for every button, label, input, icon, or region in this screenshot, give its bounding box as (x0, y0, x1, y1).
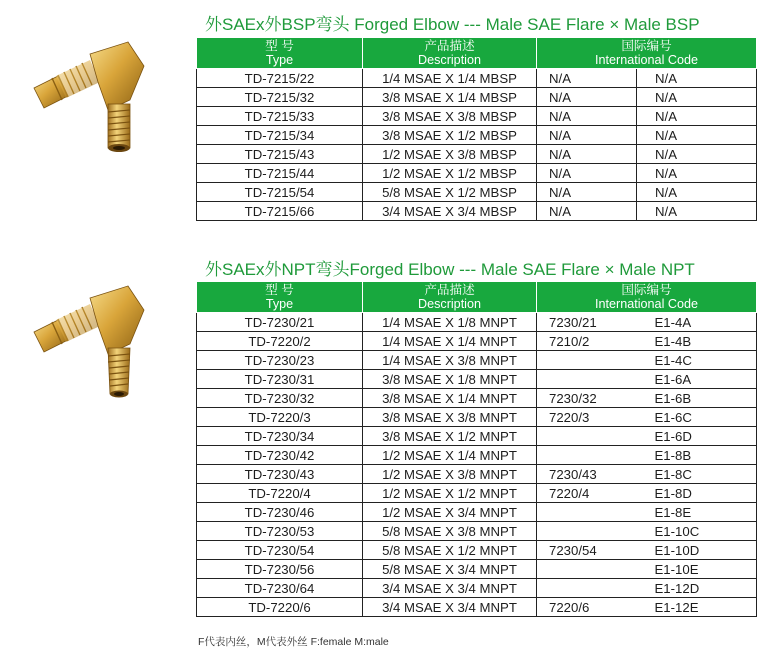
cell-type: TD-7220/6 (197, 598, 363, 617)
cell-type: TD-7230/43 (197, 465, 363, 484)
cell-code-2: E1-4A (637, 313, 757, 332)
cell-type: TD-7215/22 (197, 69, 363, 88)
header-international-code: 国际编号 International Code (537, 38, 757, 69)
cell-type: TD-7230/64 (197, 579, 363, 598)
table-row (197, 313, 757, 332)
table-row (197, 465, 757, 484)
cell-code-1: N/A (537, 126, 637, 145)
table-row (197, 88, 757, 107)
cell-description: 3/4 MSAE X 3/4 MNPT (363, 598, 537, 617)
cell-code-2: E1-6C (637, 408, 757, 427)
cell-code-2: E1-12D (637, 579, 757, 598)
cell-code-2: E1-6B (637, 389, 757, 408)
cell-code-2: N/A (637, 107, 757, 126)
cell-code-2: N/A (637, 202, 757, 221)
cell-type: TD-7220/4 (197, 484, 363, 503)
spec-table-bsp (196, 37, 757, 221)
table-row (197, 183, 757, 202)
cell-description: 3/8 MSAE X 1/4 MBSP (363, 88, 537, 107)
table-row (197, 484, 757, 503)
cell-code-2: N/A (637, 145, 757, 164)
cell-description: 3/8 MSAE X 1/2 MNPT (363, 427, 537, 446)
cell-description: 5/8 MSAE X 1/2 MBSP (363, 183, 537, 202)
table-row (197, 370, 757, 389)
cell-type: TD-7230/34 (197, 427, 363, 446)
cell-type: TD-7230/53 (197, 522, 363, 541)
cell-code-1: 7210/2 (537, 332, 637, 351)
cell-code-1: N/A (537, 202, 637, 221)
cell-type: TD-7215/54 (197, 183, 363, 202)
cell-code-2: N/A (637, 88, 757, 107)
cell-code-1: 7230/54 (537, 541, 637, 560)
section-title-bsp: 外SAEx外BSP弯头 Forged Elbow --- Male SAE Flare × Male BSP (205, 15, 700, 34)
cell-type: TD-7230/21 (197, 313, 363, 332)
cell-code-1: 7220/4 (537, 484, 637, 503)
cell-description: 3/8 MSAE X 1/2 MBSP (363, 126, 537, 145)
table-row (197, 389, 757, 408)
cell-code-2: E1-8C (637, 465, 757, 484)
table-row (197, 522, 757, 541)
cell-code-2: E1-8E (637, 503, 757, 522)
cell-code-2: E1-10D (637, 541, 757, 560)
cell-description: 3/8 MSAE X 1/8 MNPT (363, 370, 537, 389)
cell-code-1 (537, 579, 637, 598)
cell-description: 1/2 MSAE X 3/8 MNPT (363, 465, 537, 484)
cell-description: 1/2 MSAE X 1/4 MNPT (363, 446, 537, 465)
cell-code-1: 7220/3 (537, 408, 637, 427)
cell-description: 1/2 MSAE X 1/2 MBSP (363, 164, 537, 183)
spec-table-npt (196, 281, 757, 617)
cell-type: TD-7215/33 (197, 107, 363, 126)
cell-code-2: E1-4B (637, 332, 757, 351)
cell-code-1: N/A (537, 145, 637, 164)
header-type: 型 号 Type (197, 38, 363, 69)
cell-type: TD-7230/54 (197, 541, 363, 560)
cell-description: 1/4 MSAE X 1/8 MNPT (363, 313, 537, 332)
cell-description: 1/2 MSAE X 3/8 MBSP (363, 145, 537, 164)
table-header (197, 282, 757, 313)
cell-code-2: N/A (637, 164, 757, 183)
cell-code-1 (537, 503, 637, 522)
section-title-npt: 外SAEx外NPT弯头Forged Elbow --- Male SAE Flare × Male NPT (205, 260, 695, 279)
cell-description: 5/8 MSAE X 1/2 MNPT (363, 541, 537, 560)
cell-code-1 (537, 370, 637, 389)
cell-description: 1/2 MSAE X 3/4 MNPT (363, 503, 537, 522)
table-row (197, 408, 757, 427)
cell-code-2: E1-12E (637, 598, 757, 617)
cell-description: 3/8 MSAE X 3/8 MBSP (363, 107, 537, 126)
table-row (197, 332, 757, 351)
table-row (197, 598, 757, 617)
table-row (197, 164, 757, 183)
elbow-fitting-npt-photo (28, 282, 158, 422)
cell-code-1 (537, 427, 637, 446)
cell-code-1: 7230/21 (537, 313, 637, 332)
cell-description: 3/4 MSAE X 3/4 MBSP (363, 202, 537, 221)
cell-code-1: 7230/32 (537, 389, 637, 408)
cell-code-1 (537, 351, 637, 370)
cell-code-2: N/A (637, 183, 757, 202)
cell-type: TD-7220/3 (197, 408, 363, 427)
cell-code-1: N/A (537, 183, 637, 202)
cell-code-2: E1-8D (637, 484, 757, 503)
table-row (197, 560, 757, 579)
cell-description: 1/4 MSAE X 1/4 MNPT (363, 332, 537, 351)
table-row (197, 446, 757, 465)
cell-code-2: E1-8B (637, 446, 757, 465)
cell-description: 1/4 MSAE X 1/4 MBSP (363, 69, 537, 88)
cell-code-1 (537, 522, 637, 541)
cell-code-1: 7220/6 (537, 598, 637, 617)
cell-description: 3/4 MSAE X 3/4 MNPT (363, 579, 537, 598)
table-row (197, 145, 757, 164)
cell-code-1: N/A (537, 88, 637, 107)
cell-type: TD-7230/56 (197, 560, 363, 579)
table-row (197, 202, 757, 221)
cell-type: TD-7220/2 (197, 332, 363, 351)
cell-code-2: N/A (637, 126, 757, 145)
cell-type: TD-7230/31 (197, 370, 363, 389)
table-row (197, 427, 757, 446)
header-type: 型 号 Type (197, 282, 363, 313)
cell-type: TD-7215/43 (197, 145, 363, 164)
footnote: F代表内丝，M代表外丝 F:female M:male (198, 636, 389, 648)
cell-type: TD-7215/44 (197, 164, 363, 183)
table-row (197, 351, 757, 370)
table-row (197, 541, 757, 560)
cell-description: 3/8 MSAE X 3/8 MNPT (363, 408, 537, 427)
table-row (197, 579, 757, 598)
header-description: 产品描述 Description (363, 38, 537, 69)
cell-type: TD-7230/46 (197, 503, 363, 522)
cell-description: 1/4 MSAE X 3/8 MNPT (363, 351, 537, 370)
cell-code-1: N/A (537, 69, 637, 88)
cell-description: 3/8 MSAE X 1/4 MNPT (363, 389, 537, 408)
elbow-fitting-bsp-photo (28, 38, 158, 178)
table-row (197, 126, 757, 145)
cell-code-2: E1-10E (637, 560, 757, 579)
cell-description: 5/8 MSAE X 3/8 MNPT (363, 522, 537, 541)
cell-type: TD-7215/32 (197, 88, 363, 107)
cell-code-2: N/A (637, 69, 757, 88)
header-description: 产品描述 Description (363, 282, 537, 313)
table-header (197, 38, 757, 69)
cell-code-2: E1-6A (637, 370, 757, 389)
cell-type: TD-7230/23 (197, 351, 363, 370)
table-row (197, 69, 757, 88)
cell-type: TD-7215/34 (197, 126, 363, 145)
cell-code-1 (537, 560, 637, 579)
table-row (197, 503, 757, 522)
cell-code-1: N/A (537, 164, 637, 183)
cell-code-2: E1-6D (637, 427, 757, 446)
table-row (197, 107, 757, 126)
cell-code-2: E1-4C (637, 351, 757, 370)
cell-description: 1/2 MSAE X 1/2 MNPT (363, 484, 537, 503)
cell-description: 5/8 MSAE X 3/4 MNPT (363, 560, 537, 579)
cell-code-1 (537, 446, 637, 465)
cell-code-1: 7230/43 (537, 465, 637, 484)
header-international-code: 国际编号 International Code (537, 282, 757, 313)
cell-type: TD-7215/66 (197, 202, 363, 221)
cell-type: TD-7230/42 (197, 446, 363, 465)
cell-code-1: N/A (537, 107, 637, 126)
cell-code-2: E1-10C (637, 522, 757, 541)
cell-type: TD-7230/32 (197, 389, 363, 408)
